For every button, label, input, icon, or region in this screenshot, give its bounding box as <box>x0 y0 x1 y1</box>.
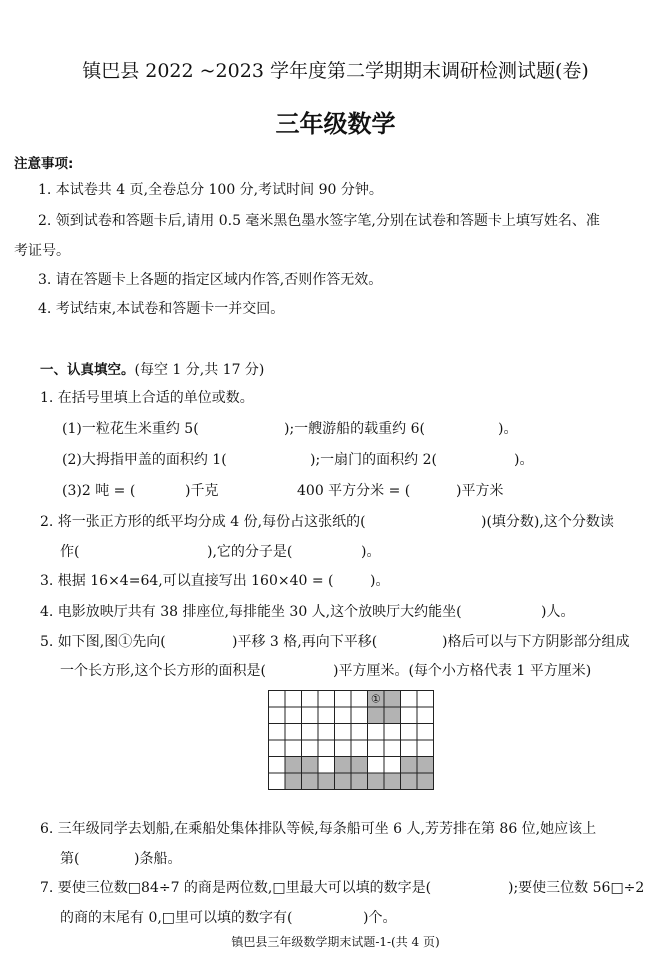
grid-cell-shaded <box>302 757 319 774</box>
grid-cell <box>318 757 335 774</box>
grid-cell-shaded <box>351 773 368 790</box>
q2-part-b: )(填分数),这个分数读 <box>481 514 614 530</box>
q5-part-a: 5. 如下图,图①先向( <box>40 634 166 650</box>
grid-cell-shaded <box>417 757 434 774</box>
q2-part-e: )。 <box>361 544 381 560</box>
question-1: 1. 在括号里填上合适的单位或数。 <box>40 390 254 406</box>
grid-cell <box>318 691 335 708</box>
grid-cell <box>302 724 319 741</box>
q4-part-b: )人。 <box>541 604 575 620</box>
grid-cell <box>417 724 434 741</box>
q1-1-part-c: )。 <box>498 421 518 437</box>
note-item-2-cont: 考证号。 <box>14 243 70 259</box>
shape-1-label: ① <box>370 692 381 706</box>
q5-part-c: )格后可以与下方阴影部分组成 <box>442 634 630 650</box>
grid-cell-shaded <box>417 773 434 790</box>
grid-cell <box>318 724 335 741</box>
q1-3-part-b: )千克 <box>185 483 219 499</box>
grid-cell <box>384 740 401 757</box>
grid-cell <box>269 740 286 757</box>
grid-cell <box>285 724 302 741</box>
grid-cell <box>368 724 385 741</box>
grid-cell <box>302 740 319 757</box>
grid-cell <box>285 691 302 708</box>
grid-cell-shape-1 <box>384 691 401 708</box>
q5-part-e: )平方厘米。(每个小方格代表 1 平方厘米) <box>333 663 592 679</box>
grid-cell <box>368 740 385 757</box>
q2-part-c: 作( <box>60 544 80 560</box>
grid-cell <box>368 757 385 774</box>
note-item-1: 1. 本试卷共 4 页,全卷总分 100 分,考试时间 90 分钟。 <box>38 182 383 198</box>
q2-part-d: ),它的分子是( <box>207 544 293 560</box>
q1-3-part-d: )平方米 <box>456 483 504 499</box>
q1-3-part-c: 400 平方分米 = ( <box>297 483 411 499</box>
grid-cell <box>285 707 302 724</box>
grid-cell <box>269 724 286 741</box>
grid-cell-shaded <box>285 757 302 774</box>
grid-cell <box>384 757 401 774</box>
grid-cell <box>351 707 368 724</box>
grid-cell <box>318 740 335 757</box>
grid-cell <box>401 691 418 708</box>
grid-cell <box>285 740 302 757</box>
note-item-2: 2. 领到试卷和答题卡后,请用 0.5 毫米黑色墨水签字笔,分别在试卷和答题卡上填写姓名、准 <box>38 213 600 229</box>
q7-part-d: )个。 <box>363 910 397 926</box>
grid-cell <box>269 691 286 708</box>
grid-cell <box>318 707 335 724</box>
grid-cell <box>401 707 418 724</box>
page-footer: 镇巴县三年级数学期末试题-1-(共 4 页) <box>231 935 440 949</box>
grid-cell-shaded <box>384 773 401 790</box>
grid-cell-shape-1 <box>368 707 385 724</box>
grid-cell <box>417 740 434 757</box>
grid-cell <box>269 757 286 774</box>
grid-cell <box>417 707 434 724</box>
q1-2-part-b: );一扇门的面积约 2( <box>310 452 437 468</box>
grid-cell-shaded <box>335 773 352 790</box>
section-1-heading <box>40 358 264 379</box>
grid-cell <box>302 707 319 724</box>
q1-2-part-c: )。 <box>514 452 534 468</box>
subject-title: 三年级数学 <box>275 110 396 138</box>
grid-cell <box>351 724 368 741</box>
grid-cell <box>335 724 352 741</box>
q5-part-b: )平移 3 格,再向下平移( <box>232 634 378 650</box>
grid-cell-shaded <box>335 757 352 774</box>
grid-cell <box>269 773 286 790</box>
grid-cell-shaded <box>285 773 302 790</box>
exam-title: 镇巴县 2022 ~2023 学年度第二学期期末调研检测试题(卷) <box>82 60 589 82</box>
q2-part-a: 2. 将一张正方形的纸平均分成 4 份,每份占这张纸的( <box>40 514 366 530</box>
note-item-3: 3. 请在答题卡上各题的指定区域内作答,否则作答无效。 <box>38 272 383 288</box>
grid-cell-shaded <box>401 773 418 790</box>
grid-cell <box>269 707 286 724</box>
grid-cell-shape-1 <box>384 707 401 724</box>
grid-cell <box>335 740 352 757</box>
q7-part-c: 的商的末尾有 0,□里可以填的数字有( <box>60 910 293 926</box>
q1-1-part-a: (1)一粒花生米重约 5( <box>62 421 199 437</box>
grid-figure <box>268 690 434 802</box>
q1-3-part-a: (3)2 吨 = ( <box>62 483 136 499</box>
q6-part-b: 第( <box>60 851 80 867</box>
q1-1-part-b: );一艘游船的载重约 6( <box>284 421 425 437</box>
grid-cell-shaded <box>368 773 385 790</box>
q6-part-c: )条船。 <box>134 851 182 867</box>
grid-cell-shaded <box>302 773 319 790</box>
q5-part-d: 一个长方形,这个长方形的面积是( <box>60 663 266 679</box>
q4-part-a: 4. 电影放映厅共有 38 排座位,每排能坐 30 人,这个放映厅大约能坐( <box>40 604 462 620</box>
grid-cell <box>335 691 352 708</box>
grid-cell <box>351 691 368 708</box>
grid-cell-shaded <box>318 773 335 790</box>
q6-part-a: 6. 三年级同学去划船,在乘船处集体排队等候,每条船可坐 6 人,芳芳排在第 86 位,她应该上 <box>40 821 597 837</box>
grid-cell-shaded <box>351 757 368 774</box>
q7-part-b: );要使三位数 56□÷2 <box>508 880 645 896</box>
grid-cell <box>401 724 418 741</box>
q3-part-b: )。 <box>370 573 390 589</box>
grid-cell <box>417 691 434 708</box>
grid-cell <box>335 707 352 724</box>
q1-2-part-a: (2)大拇指甲盖的面积约 1( <box>62 452 227 468</box>
grid-cell <box>384 724 401 741</box>
q3-part-a: 3. 根据 16×4=64,可以直接写出 160×40 = ( <box>40 573 334 589</box>
grid-cell <box>401 740 418 757</box>
q7-part-a: 7. 要使三位数□84÷7 的商是两位数,□里最大可以填的数字是( <box>40 880 432 896</box>
grid-cell <box>302 691 319 708</box>
section-1-score-note: (每空 1 分,共 17 分) <box>134 362 265 378</box>
grid-cell <box>351 740 368 757</box>
notes-heading: 注意事项: <box>14 156 74 172</box>
note-item-4: 4. 考试结束,本试卷和答题卡一并交回。 <box>38 301 285 317</box>
section-1-title: 一、认真填空。 <box>40 362 135 378</box>
grid-cell-shaded <box>401 757 418 774</box>
